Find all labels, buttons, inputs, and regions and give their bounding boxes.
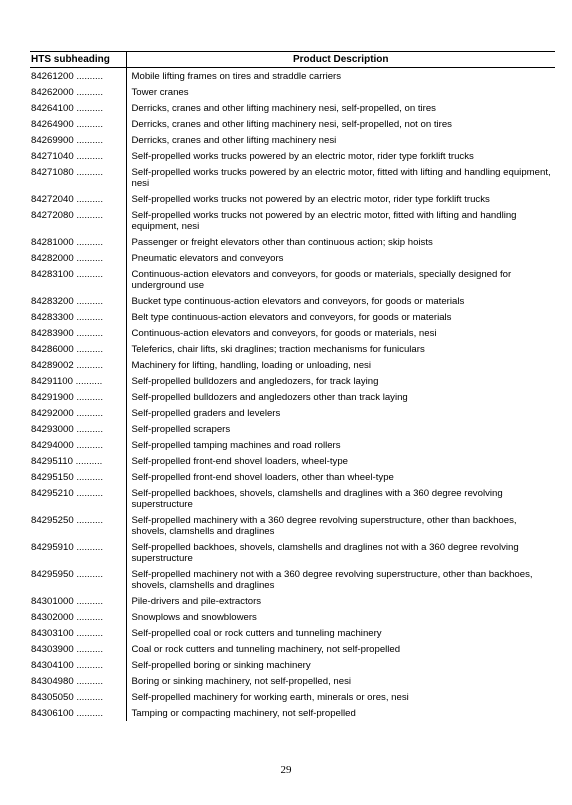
table-row [30, 207, 555, 234]
hts-code-cell: 84261200 .......... [30, 68, 126, 85]
page-number: 29 [280, 764, 292, 776]
hts-code-cell: 84264100 .......... [30, 100, 126, 116]
hts-code-cell: 84305050 .......... [30, 689, 126, 705]
product-description-cell: Derricks, cranes and other lifting machinery nesi, self-propelled, on tires [131, 102, 436, 114]
table-row [30, 357, 555, 373]
table-row [30, 389, 555, 405]
product-description-cell: Self-propelled backhoes, shovels, clamshells and draglines not with a 360 degree revolving superstructure [131, 541, 519, 564]
product-description-cell: Coal or rock cutters and tunneling machinery, not self-propelled [131, 643, 401, 655]
hts-code-cell: 84302000 .......... [30, 609, 126, 625]
product-description-cell: Teleferics, chair lifts, ski draglines; traction mechanisms for funiculars [131, 343, 425, 355]
table-row [30, 309, 555, 325]
table-row [30, 657, 555, 673]
hts-code-cell: 84303900 .......... [30, 641, 126, 657]
table-row [30, 341, 555, 357]
hts-code-cell: 84269900 .......... [30, 132, 126, 148]
table-row [30, 485, 555, 512]
table-row [30, 234, 555, 250]
hts-code-cell: 84295950 .......... [30, 566, 126, 593]
table-row [30, 132, 555, 148]
table-row [30, 593, 555, 609]
table-row [30, 405, 555, 421]
product-description-cell: Self-propelled works trucks powered by an electric motor, rider type forklift trucks [131, 150, 474, 162]
product-description-cell: Self-propelled works trucks not powered by an electric motor, fitted with lifting and handling equipment, nesi [131, 209, 517, 232]
product-description-cell: Passenger or freight elevators other than continuous action; skip hoists [131, 236, 433, 248]
table-row [30, 373, 555, 389]
product-description-cell: Self-propelled front-end shovel loaders, other than wheel-type [131, 471, 394, 483]
table-row [30, 148, 555, 164]
hts-code-cell: 84271040 .......... [30, 148, 126, 164]
hts-code-cell: 84272080 .......... [30, 207, 126, 234]
product-description-cell: Belt type continuous-action elevators and conveyors, for goods or materials [131, 311, 452, 323]
table-row [30, 539, 555, 566]
table-row [30, 453, 555, 469]
table-row [30, 469, 555, 485]
table-header [30, 52, 555, 68]
hts-code-cell: 84304980 .......... [30, 673, 126, 689]
hts-code-cell: 84289002 .......... [30, 357, 126, 373]
table-row [30, 641, 555, 657]
product-description-cell: Bucket type continuous-action elevators and conveyors, for goods or materials [131, 295, 465, 307]
product-description-cell: Self-propelled boring or sinking machinery [131, 659, 311, 671]
table-row [30, 191, 555, 207]
hts-code-cell: 84303100 .......... [30, 625, 126, 641]
table-row [30, 566, 555, 593]
table-row [30, 705, 555, 721]
table-row [30, 164, 555, 191]
product-description-cell: Self-propelled front-end shovel loaders, wheel-type [131, 455, 349, 467]
table-row [30, 250, 555, 266]
table-row [30, 512, 555, 539]
hts-code-cell: 84282000 .......... [30, 250, 126, 266]
table-row [30, 68, 555, 85]
product-description-cell: Self-propelled bulldozers and angledozers, for track laying [131, 375, 379, 387]
hts-table [30, 51, 555, 721]
product-description-cell: Self-propelled bulldozers and angledozers other than track laying [131, 391, 408, 403]
product-description-cell: Self-propelled works trucks powered by an electric motor, fitted with lifting and handling equipment, nesi [131, 166, 551, 189]
product-description-cell: Boring or sinking machinery, not self-propelled, nesi [131, 675, 352, 687]
table-row [30, 100, 555, 116]
hts-code-cell: 84304100 .......... [30, 657, 126, 673]
product-description-cell: Self-propelled scrapers [131, 423, 231, 435]
product-description-cell: Machinery for lifting, handling, loading or unloading, nesi [131, 359, 371, 371]
hts-code-cell: 84264900 .......... [30, 116, 126, 132]
hts-code-cell: 84283100 .......... [30, 266, 126, 293]
product-description-cell: Self-propelled backhoes, shovels, clamshells and draglines with a 360 degree revolving superstructure [131, 487, 503, 510]
product-description-cell: Self-propelled machinery for working earth, minerals or ores, nesi [131, 691, 409, 703]
table-row [30, 116, 555, 132]
product-description-cell: Self-propelled graders and levelers [131, 407, 281, 419]
hts-code-cell: 84295150 .......... [30, 469, 126, 485]
product-description-cell: Pneumatic elevators and conveyors [131, 252, 284, 264]
header-row [30, 52, 555, 68]
table-row [30, 625, 555, 641]
hts-code-cell: 84294000 .......... [30, 437, 126, 453]
product-description-cell: Self-propelled coal or rock cutters and tunneling machinery [131, 627, 382, 639]
hts-code-cell: 84295250 .......... [30, 512, 126, 539]
hts-code-cell: 84293000 .......... [30, 421, 126, 437]
hts-code-cell: 84272040 .......... [30, 191, 126, 207]
product-description-cell: Tamping or compacting machinery, not self-propelled [131, 707, 356, 719]
product-description-cell: Self-propelled tamping machines and road rollers [131, 439, 341, 451]
product-description-cell: Tower cranes [131, 86, 189, 98]
hts-code-cell: 84283200 .......... [30, 293, 126, 309]
hts-subheading-header: HTS subheading [30, 52, 126, 68]
hts-code-cell: 84286000 .......... [30, 341, 126, 357]
product-description-cell: Continuous-action elevators and conveyors, for goods or materials, specially designed for underground use [131, 268, 512, 291]
hts-code-cell: 84295110 .......... [30, 453, 126, 469]
table-row [30, 84, 555, 100]
hts-code-cell: 84306100 .......... [30, 705, 126, 721]
table-row [30, 293, 555, 309]
product-description-cell: Derricks, cranes and other lifting machinery nesi, self-propelled, not on tires [131, 118, 452, 130]
table-row [30, 609, 555, 625]
product-description-cell: Self-propelled machinery with a 360 degree revolving superstructure, other than backhoes, shovels, clamshells and draglines [131, 514, 517, 537]
hts-code-cell: 84283300 .......... [30, 309, 126, 325]
table-row [30, 325, 555, 341]
product-description-cell: Self-propelled machinery not with a 360 degree revolving superstructure, other than backhoes, shovels, clamshells and draglines [131, 568, 533, 591]
hts-code-cell: 84262000 .......... [30, 84, 126, 100]
hts-code-cell: 84283900 .......... [30, 325, 126, 341]
table-body [30, 68, 555, 722]
product-description-cell: Self-propelled works trucks not powered by an electric motor, rider type forklift trucks [131, 193, 490, 205]
hts-code-cell: 84292000 .......... [30, 405, 126, 421]
table-row [30, 421, 555, 437]
table-row [30, 266, 555, 293]
hts-code-cell: 84295910 .......... [30, 539, 126, 566]
table-row [30, 437, 555, 453]
hts-code-cell: 84291900 .......... [30, 389, 126, 405]
table-row [30, 689, 555, 705]
product-description-cell: Snowplows and snowblowers [131, 611, 257, 623]
product-description-cell: Pile-drivers and pile-extractors [131, 595, 262, 607]
hts-code-cell: 84295210 .......... [30, 485, 126, 512]
hts-code-cell: 84271080 .......... [30, 164, 126, 191]
product-description-cell: Continuous-action elevators and conveyors, for goods or materials, nesi [131, 327, 437, 339]
table-row [30, 673, 555, 689]
product-description-cell: Derricks, cranes and other lifting machinery nesi [131, 134, 337, 146]
product-description-header: Product Description [126, 52, 555, 68]
product-description-cell: Mobile lifting frames on tires and straddle carriers [131, 70, 342, 82]
hts-code-cell: 84291100 .......... [30, 373, 126, 389]
hts-code-cell: 84281000 .......... [30, 234, 126, 250]
hts-code-cell: 84301000 .......... [30, 593, 126, 609]
